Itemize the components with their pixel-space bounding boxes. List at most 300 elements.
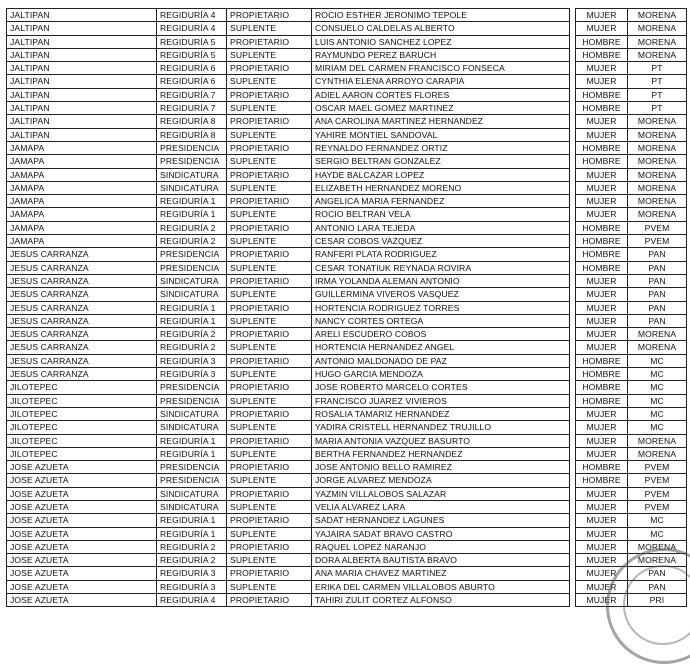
candidate-name-cell: ARELI ESCUDERO COBOS xyxy=(312,328,570,341)
sex-cell: MUJER xyxy=(576,75,628,88)
municipality-cell: JOSE AZUETA xyxy=(7,500,157,513)
position-cell: REGIDURÍA 8 xyxy=(157,115,227,128)
candidate-name-cell: DORA ALBERTA BAUTISTA BRAVO xyxy=(312,554,570,567)
party-cell: MORENA xyxy=(628,554,687,567)
candidate-name-cell: YADIRA CRISTELL HERNANDEZ TRUJILLO xyxy=(312,421,570,434)
sex-cell: MUJER xyxy=(576,301,628,314)
table-row xyxy=(7,221,687,234)
sex-cell: MUJER xyxy=(576,527,628,540)
table-row xyxy=(7,540,687,553)
municipality-cell: JOSE AZUETA xyxy=(7,540,157,553)
sex-cell: MUJER xyxy=(576,487,628,500)
sex-cell: HOMBRE xyxy=(576,354,628,367)
municipality-cell: JOSE AZUETA xyxy=(7,567,157,580)
candidate-name-cell: JORGE ALVAREZ MENDOZA xyxy=(312,474,570,487)
position-cell: REGIDURÍA 3 xyxy=(157,580,227,593)
candidate-name-cell: CESAR COBOS VAZQUEZ xyxy=(312,235,570,248)
municipality-cell: JOSE AZUETA xyxy=(7,594,157,607)
position-cell: SINDICATURA xyxy=(157,274,227,287)
municipality-cell: JALTIPAN xyxy=(7,62,157,75)
position-cell: REGIDURÍA 8 xyxy=(157,128,227,141)
table-row xyxy=(7,341,687,354)
type-cell: SUPLENTE xyxy=(227,314,312,327)
party-cell: MORENA xyxy=(628,115,687,128)
table-row xyxy=(7,181,687,194)
type-cell: PROPIETARIO xyxy=(227,62,312,75)
position-cell: REGIDURÍA 4 xyxy=(157,9,227,22)
party-cell: MORENA xyxy=(628,168,687,181)
municipality-cell: JILOTEPEC xyxy=(7,434,157,447)
table-row xyxy=(7,128,687,141)
sex-cell: MUJER xyxy=(576,9,628,22)
table-row xyxy=(7,208,687,221)
table-row xyxy=(7,594,687,607)
party-cell: PAN xyxy=(628,567,687,580)
candidate-name-cell: SERGIO BELTRAN GONZALEZ xyxy=(312,155,570,168)
table-row xyxy=(7,9,687,22)
party-cell: MORENA xyxy=(628,141,687,154)
sex-cell: HOMBRE xyxy=(576,35,628,48)
municipality-cell: JESUS CARRANZA xyxy=(7,301,157,314)
sex-cell: MUJER xyxy=(576,195,628,208)
position-cell: REGIDURÍA 2 xyxy=(157,341,227,354)
party-cell: PAN xyxy=(628,314,687,327)
type-cell: SUPLENTE xyxy=(227,421,312,434)
party-cell: MORENA xyxy=(628,434,687,447)
municipality-cell: JAMAPA xyxy=(7,181,157,194)
candidate-name-cell: YAHIRE MONTIEL SANDOVAL xyxy=(312,128,570,141)
table-row xyxy=(7,514,687,527)
sex-cell: HOMBRE xyxy=(576,474,628,487)
sex-cell: MUJER xyxy=(576,22,628,35)
party-cell: MORENA xyxy=(628,35,687,48)
table-row xyxy=(7,500,687,513)
type-cell: PROPIETARIO xyxy=(227,381,312,394)
position-cell: REGIDURÍA 1 xyxy=(157,514,227,527)
table-row xyxy=(7,434,687,447)
sex-cell: MUJER xyxy=(576,540,628,553)
position-cell: REGIDURÍA 7 xyxy=(157,88,227,101)
sex-cell: MUJER xyxy=(576,580,628,593)
table-row xyxy=(7,527,687,540)
municipality-cell: JESUS CARRANZA xyxy=(7,288,157,301)
position-cell: PRESIDENCIA xyxy=(157,461,227,474)
table-row xyxy=(7,381,687,394)
municipality-cell: JAMAPA xyxy=(7,141,157,154)
party-cell: PVEM xyxy=(628,500,687,513)
municipality-cell: JESUS CARRANZA xyxy=(7,354,157,367)
candidate-name-cell: YAZMIN VILLALOBOS SALAZAR xyxy=(312,487,570,500)
type-cell: SUPLENTE xyxy=(227,155,312,168)
sex-cell: MUJER xyxy=(576,314,628,327)
municipality-cell: JOSE AZUETA xyxy=(7,474,157,487)
table-row xyxy=(7,368,687,381)
candidate-name-cell: OSCAR MAEL GOMEZ MARTINEZ xyxy=(312,102,570,115)
type-cell: SUPLENTE xyxy=(227,22,312,35)
party-cell: PT xyxy=(628,102,687,115)
position-cell: SINDICATURA xyxy=(157,288,227,301)
table-row xyxy=(7,407,687,420)
party-cell: MORENA xyxy=(628,9,687,22)
party-cell: PAN xyxy=(628,274,687,287)
party-cell: MORENA xyxy=(628,208,687,221)
municipality-cell: JOSE AZUETA xyxy=(7,514,157,527)
candidate-name-cell: REYNALDO FERNANDEZ ORTIZ xyxy=(312,141,570,154)
municipality-cell: JALTIPAN xyxy=(7,102,157,115)
type-cell: SUPLENTE xyxy=(227,474,312,487)
position-cell: REGIDURÍA 2 xyxy=(157,221,227,234)
party-cell: MORENA xyxy=(628,128,687,141)
municipality-cell: JAMAPA xyxy=(7,195,157,208)
position-cell: REGIDURÍA 4 xyxy=(157,594,227,607)
position-cell: REGIDURÍA 1 xyxy=(157,447,227,460)
sex-cell: HOMBRE xyxy=(576,248,628,261)
party-cell: PVEM xyxy=(628,461,687,474)
sex-cell: MUJER xyxy=(576,181,628,194)
candidate-name-cell: CONSUELO CALDELAS ALBERTO xyxy=(312,22,570,35)
party-cell: PT xyxy=(628,62,687,75)
type-cell: SUPLENTE xyxy=(227,75,312,88)
position-cell: REGIDURÍA 6 xyxy=(157,75,227,88)
position-cell: REGIDURÍA 4 xyxy=(157,22,227,35)
position-cell: PRESIDENCIA xyxy=(157,381,227,394)
party-cell: MC xyxy=(628,381,687,394)
party-cell: PAN xyxy=(628,301,687,314)
candidate-list-sheet xyxy=(6,8,686,607)
sex-cell: HOMBRE xyxy=(576,88,628,101)
table-row xyxy=(7,48,687,61)
party-cell: MC xyxy=(628,527,687,540)
municipality-cell: JESUS CARRANZA xyxy=(7,261,157,274)
position-cell: REGIDURÍA 6 xyxy=(157,62,227,75)
table-row xyxy=(7,35,687,48)
candidate-name-cell: BERTHA FERNANDEZ HERNANDEZ xyxy=(312,447,570,460)
type-cell: PROPIETARIO xyxy=(227,354,312,367)
municipality-cell: JALTIPAN xyxy=(7,48,157,61)
candidate-name-cell: TAHIRI ZULIT CORTEZ ALFONSO xyxy=(312,594,570,607)
position-cell: PRESIDENCIA xyxy=(157,394,227,407)
party-cell: PT xyxy=(628,88,687,101)
candidate-name-cell: RAQUEL LOPEZ NARANJO xyxy=(312,540,570,553)
type-cell: SUPLENTE xyxy=(227,447,312,460)
candidate-name-cell: GUILLERMINA VIVEROS VASQUEZ xyxy=(312,288,570,301)
type-cell: PROPIETARIO xyxy=(227,328,312,341)
party-cell: PAN xyxy=(628,248,687,261)
type-cell: PROPIETARIO xyxy=(227,567,312,580)
party-cell: MC xyxy=(628,368,687,381)
type-cell: SUPLENTE xyxy=(227,368,312,381)
type-cell: PROPIETARIO xyxy=(227,35,312,48)
municipality-cell: JESUS CARRANZA xyxy=(7,248,157,261)
municipality-cell: JOSE AZUETA xyxy=(7,487,157,500)
table-row xyxy=(7,115,687,128)
candidate-name-cell: ROCIO ESTHER JERONIMO TEPOLE xyxy=(312,9,570,22)
sex-cell: MUJER xyxy=(576,208,628,221)
position-cell: PRESIDENCIA xyxy=(157,261,227,274)
party-cell: MC xyxy=(628,394,687,407)
sex-cell: MUJER xyxy=(576,128,628,141)
party-cell: MC xyxy=(628,407,687,420)
municipality-cell: JALTIPAN xyxy=(7,35,157,48)
type-cell: SUPLENTE xyxy=(227,580,312,593)
party-cell: PVEM xyxy=(628,487,687,500)
type-cell: SUPLENTE xyxy=(227,235,312,248)
table-row xyxy=(7,288,687,301)
sex-cell: HOMBRE xyxy=(576,394,628,407)
sex-cell: HOMBRE xyxy=(576,102,628,115)
type-cell: SUPLENTE xyxy=(227,554,312,567)
party-cell: MORENA xyxy=(628,447,687,460)
position-cell: SINDICATURA xyxy=(157,421,227,434)
table-row xyxy=(7,474,687,487)
candidate-name-cell: JOSE ROBERTO MARCELO CORTES xyxy=(312,381,570,394)
candidate-table-body xyxy=(7,9,687,607)
position-cell: REGIDURÍA 1 xyxy=(157,527,227,540)
type-cell: SUPLENTE xyxy=(227,48,312,61)
table-row xyxy=(7,195,687,208)
party-cell: MORENA xyxy=(628,540,687,553)
sex-cell: MUJER xyxy=(576,421,628,434)
sex-cell: HOMBRE xyxy=(576,461,628,474)
party-cell: PVEM xyxy=(628,235,687,248)
position-cell: REGIDURÍA 3 xyxy=(157,354,227,367)
table-row xyxy=(7,301,687,314)
sex-cell: HOMBRE xyxy=(576,141,628,154)
candidate-name-cell: ANTONIO MALDONADO DE PAZ xyxy=(312,354,570,367)
sex-cell: MUJER xyxy=(576,500,628,513)
position-cell: PRESIDENCIA xyxy=(157,474,227,487)
position-cell: SINDICATURA xyxy=(157,181,227,194)
candidate-table xyxy=(6,8,687,607)
position-cell: REGIDURÍA 1 xyxy=(157,195,227,208)
table-row xyxy=(7,248,687,261)
table-row xyxy=(7,235,687,248)
municipality-cell: JALTIPAN xyxy=(7,22,157,35)
candidate-name-cell: HORTENCIA RODRIGUEZ TORRES xyxy=(312,301,570,314)
position-cell: SINDICATURA xyxy=(157,487,227,500)
table-row xyxy=(7,274,687,287)
table-row xyxy=(7,168,687,181)
sex-cell: MUJER xyxy=(576,168,628,181)
sex-cell: MUJER xyxy=(576,115,628,128)
sex-cell: MUJER xyxy=(576,328,628,341)
table-row xyxy=(7,88,687,101)
municipality-cell: JALTIPAN xyxy=(7,75,157,88)
table-row xyxy=(7,580,687,593)
table-row xyxy=(7,141,687,154)
candidate-name-cell: ROSALIA TAMARIZ HERNANDEZ xyxy=(312,407,570,420)
sex-cell: MUJER xyxy=(576,62,628,75)
party-cell: MORENA xyxy=(628,195,687,208)
candidate-name-cell: CYNTHIA ELENA ARROYO CARAPIA xyxy=(312,75,570,88)
municipality-cell: JALTIPAN xyxy=(7,128,157,141)
municipality-cell: JALTIPAN xyxy=(7,115,157,128)
municipality-cell: JESUS CARRANZA xyxy=(7,341,157,354)
party-cell: PAN xyxy=(628,261,687,274)
type-cell: PROPIETARIO xyxy=(227,115,312,128)
type-cell: SUPLENTE xyxy=(227,341,312,354)
candidate-name-cell: SADAT HERNANDEZ LAGUNES xyxy=(312,514,570,527)
table-row xyxy=(7,314,687,327)
position-cell: REGIDURÍA 2 xyxy=(157,540,227,553)
position-cell: REGIDURÍA 5 xyxy=(157,48,227,61)
candidate-name-cell: ANA CAROLINA MARTINEZ HERNANDEZ xyxy=(312,115,570,128)
candidate-name-cell: ANA MARIA CHAVEZ MARTINEZ xyxy=(312,567,570,580)
type-cell: SUPLENTE xyxy=(227,181,312,194)
type-cell: PROPIETARIO xyxy=(227,195,312,208)
type-cell: SUPLENTE xyxy=(227,394,312,407)
type-cell: PROPIETARIO xyxy=(227,487,312,500)
position-cell: PRESIDENCIA xyxy=(157,248,227,261)
type-cell: SUPLENTE xyxy=(227,527,312,540)
municipality-cell: JESUS CARRANZA xyxy=(7,368,157,381)
sex-cell: HOMBRE xyxy=(576,48,628,61)
position-cell: PRESIDENCIA xyxy=(157,141,227,154)
table-row xyxy=(7,62,687,75)
sex-cell: HOMBRE xyxy=(576,381,628,394)
party-cell: MC xyxy=(628,354,687,367)
municipality-cell: JAMAPA xyxy=(7,221,157,234)
municipality-cell: JAMAPA xyxy=(7,208,157,221)
type-cell: PROPIETARIO xyxy=(227,407,312,420)
party-cell: MORENA xyxy=(628,181,687,194)
type-cell: PROPIETARIO xyxy=(227,434,312,447)
party-cell: MORENA xyxy=(628,328,687,341)
municipality-cell: JILOTEPEC xyxy=(7,421,157,434)
table-row xyxy=(7,487,687,500)
sex-cell: HOMBRE xyxy=(576,221,628,234)
sex-cell: MUJER xyxy=(576,554,628,567)
table-row xyxy=(7,261,687,274)
candidate-name-cell: CESAR TONATIUK REYNADA ROVIRA xyxy=(312,261,570,274)
table-row xyxy=(7,328,687,341)
table-row xyxy=(7,447,687,460)
position-cell: REGIDURÍA 2 xyxy=(157,554,227,567)
type-cell: SUPLENTE xyxy=(227,500,312,513)
municipality-cell: JESUS CARRANZA xyxy=(7,274,157,287)
municipality-cell: JOSE AZUETA xyxy=(7,580,157,593)
position-cell: PRESIDENCIA xyxy=(157,155,227,168)
position-cell: REGIDURÍA 3 xyxy=(157,567,227,580)
position-cell: REGIDURÍA 3 xyxy=(157,368,227,381)
candidate-name-cell: ANTONIO LARA TEJEDA xyxy=(312,221,570,234)
municipality-cell: JESUS CARRANZA xyxy=(7,328,157,341)
party-cell: PAN xyxy=(628,288,687,301)
candidate-name-cell: HUGO GARCIA MENDOZA xyxy=(312,368,570,381)
candidate-name-cell: ROCIO BELTRAN VELA xyxy=(312,208,570,221)
position-cell: SINDICATURA xyxy=(157,500,227,513)
sex-cell: MUJER xyxy=(576,567,628,580)
candidate-name-cell: ANGELICA MARIA FERNANDEZ xyxy=(312,195,570,208)
sex-cell: HOMBRE xyxy=(576,235,628,248)
candidate-name-cell: MARIA ANTONIA VAZQUEZ BASURTO xyxy=(312,434,570,447)
type-cell: PROPIETARIO xyxy=(227,301,312,314)
table-row xyxy=(7,394,687,407)
position-cell: REGIDURÍA 2 xyxy=(157,235,227,248)
type-cell: PROPIETARIO xyxy=(227,540,312,553)
sex-cell: MUJER xyxy=(576,407,628,420)
table-row xyxy=(7,567,687,580)
candidate-name-cell: ELIZABETH HERNANDEZ MORENO xyxy=(312,181,570,194)
municipality-cell: JILOTEPEC xyxy=(7,394,157,407)
table-row xyxy=(7,554,687,567)
candidate-name-cell: FRANCISCO JUAREZ VIVIEROS xyxy=(312,394,570,407)
municipality-cell: JAMAPA xyxy=(7,168,157,181)
type-cell: SUPLENTE xyxy=(227,208,312,221)
sex-cell: MUJER xyxy=(576,274,628,287)
sex-cell: MUJER xyxy=(576,341,628,354)
party-cell: MORENA xyxy=(628,341,687,354)
candidate-name-cell: VELIA ALVAREZ LARA xyxy=(312,500,570,513)
candidate-name-cell: RAYMUNDO PEREZ BARUCH xyxy=(312,48,570,61)
municipality-cell: JAMAPA xyxy=(7,155,157,168)
type-cell: PROPIETARIO xyxy=(227,168,312,181)
candidate-name-cell: HORTENCIA HERNANDEZ ANGEL xyxy=(312,341,570,354)
party-cell: MORENA xyxy=(628,22,687,35)
sex-cell: MUJER xyxy=(576,447,628,460)
candidate-name-cell: YAJAIRA SADAT BRAVO CASTRO xyxy=(312,527,570,540)
type-cell: PROPIETARIO xyxy=(227,248,312,261)
party-cell: MC xyxy=(628,514,687,527)
table-row xyxy=(7,421,687,434)
type-cell: PROPIETARIO xyxy=(227,514,312,527)
type-cell: PROPIETARIO xyxy=(227,9,312,22)
candidate-name-cell: IRMA YOLANDA ALEMAN ANTONIO xyxy=(312,274,570,287)
type-cell: SUPLENTE xyxy=(227,261,312,274)
type-cell: PROPIETARIO xyxy=(227,88,312,101)
position-cell: REGIDURÍA 1 xyxy=(157,301,227,314)
candidate-name-cell: JOSE ANTONIO BELLO RAMIREZ xyxy=(312,461,570,474)
candidate-name-cell: LUIS ANTONIO SANCHEZ LOPEZ xyxy=(312,35,570,48)
sex-cell: HOMBRE xyxy=(576,155,628,168)
type-cell: PROPIETARIO xyxy=(227,274,312,287)
type-cell: PROPIETARIO xyxy=(227,141,312,154)
type-cell: PROPIETARIO xyxy=(227,461,312,474)
municipality-cell: JOSE AZUETA xyxy=(7,554,157,567)
municipality-cell: JILOTEPEC xyxy=(7,381,157,394)
type-cell: PROPIETARIO xyxy=(227,221,312,234)
municipality-cell: JOSE AZUETA xyxy=(7,527,157,540)
type-cell: PROPIETARIO xyxy=(227,594,312,607)
sex-cell: MUJER xyxy=(576,594,628,607)
type-cell: SUPLENTE xyxy=(227,288,312,301)
municipality-cell: JILOTEPEC xyxy=(7,447,157,460)
candidate-name-cell: ADIEL AARON CORTES FLORES xyxy=(312,88,570,101)
table-row xyxy=(7,354,687,367)
table-row xyxy=(7,155,687,168)
party-cell: MC xyxy=(628,421,687,434)
position-cell: SINDICATURA xyxy=(157,407,227,420)
municipality-cell: JAMAPA xyxy=(7,235,157,248)
sex-cell: MUJER xyxy=(576,288,628,301)
table-row xyxy=(7,75,687,88)
municipality-cell: JESUS CARRANZA xyxy=(7,314,157,327)
candidate-name-cell: HAYDE BALCAZAR LOPEZ xyxy=(312,168,570,181)
candidate-name-cell: ERIKA DEL CARMEN VILLALOBOS ABURTO xyxy=(312,580,570,593)
position-cell: REGIDURÍA 7 xyxy=(157,102,227,115)
sex-cell: HOMBRE xyxy=(576,368,628,381)
table-row xyxy=(7,102,687,115)
candidate-name-cell: RANFERI PLATA RODRIGUEZ xyxy=(312,248,570,261)
party-cell: PT xyxy=(628,75,687,88)
candidate-name-cell: MIRIAM DEL CARMEN FRANCISCO FONSECA xyxy=(312,62,570,75)
table-row xyxy=(7,461,687,474)
type-cell: SUPLENTE xyxy=(227,102,312,115)
type-cell: SUPLENTE xyxy=(227,128,312,141)
position-cell: REGIDURÍA 5 xyxy=(157,35,227,48)
municipality-cell: JOSE AZUETA xyxy=(7,461,157,474)
position-cell: REGIDURÍA 1 xyxy=(157,208,227,221)
